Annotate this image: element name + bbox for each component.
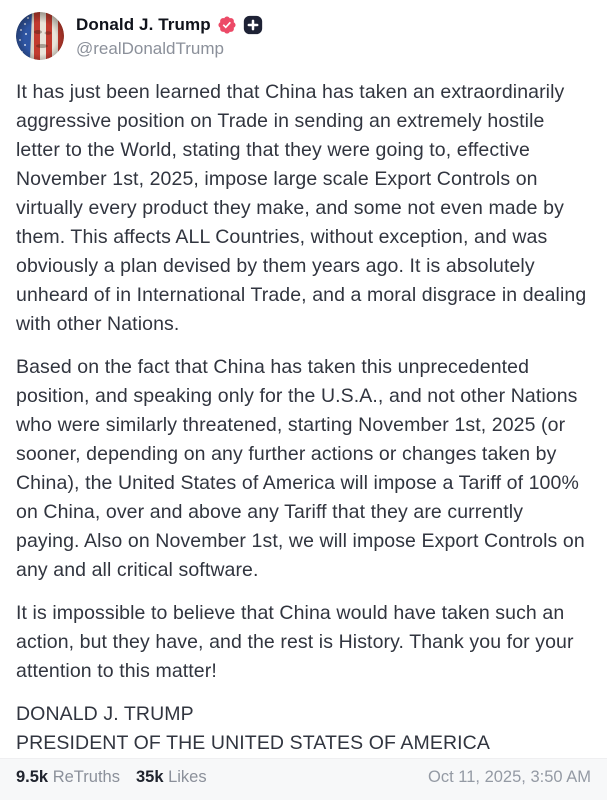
post-header: [0, 0, 607, 66]
signature-title: PRESIDENT OF THE UNITED STATES OF AMERICA: [16, 732, 490, 754]
author-display-name[interactable]: Donald J. Trump: [76, 15, 211, 34]
post-signature: [16, 700, 589, 758]
avatar[interactable]: [16, 12, 64, 60]
flag-face-avatar-image: [16, 12, 64, 60]
verified-check-icon: [217, 15, 237, 35]
post-footer: [0, 758, 607, 800]
author-block: [76, 12, 263, 59]
post-stats: [16, 768, 207, 787]
likes-label: Likes: [168, 768, 207, 786]
plus-badge-icon[interactable]: [243, 15, 263, 35]
retruths-stat[interactable]: [16, 768, 120, 787]
post-paragraph-2: Based on the fact that China has taken this unprecedented position, and speaking only for the U.S.A., and not other Nations who were similarly threatened, starting November 1st, 2025 (or sooner, depending on any further actions or changes taken by China), the United States of America will impose a Tariff of 100% on China, over and above any Tariff that they are currently paying. Also on November 1st, we will impose Export Controls on any and all critical software.: [16, 356, 585, 581]
author-handle[interactable]: @realDonaldTrump: [76, 39, 224, 58]
post-timestamp[interactable]: Oct 11, 2025, 3:50 AM: [428, 768, 591, 786]
retruths-count: 9.5k: [16, 768, 49, 786]
post-paragraph-1: It has just been learned that China has taken an extraordinarily aggressive position on Trade in sending an extremely hostile letter to the World, stating that they were going to, effective November 1st, 2025, impose large scale Export Controls on virtually every product they make, and some not even made by them. This affects ALL Countries, without exception, and was obviously a plan devised by them years ago. It is absolutely unheard of in International Trade, and a moral disgrace in dealing with other Nations.: [16, 81, 587, 335]
post-body: [0, 66, 607, 758]
likes-stat[interactable]: [136, 768, 207, 787]
likes-count: 35k: [135, 768, 164, 786]
signature-name: DONALD J. TRUMP: [16, 703, 194, 725]
retruths-label: ReTruths: [52, 768, 120, 786]
post-paragraph-3: It is impossible to believe that China would have taken such an action, but they have, and the rest is History. Thank you for your attention to this matter!: [16, 602, 574, 682]
